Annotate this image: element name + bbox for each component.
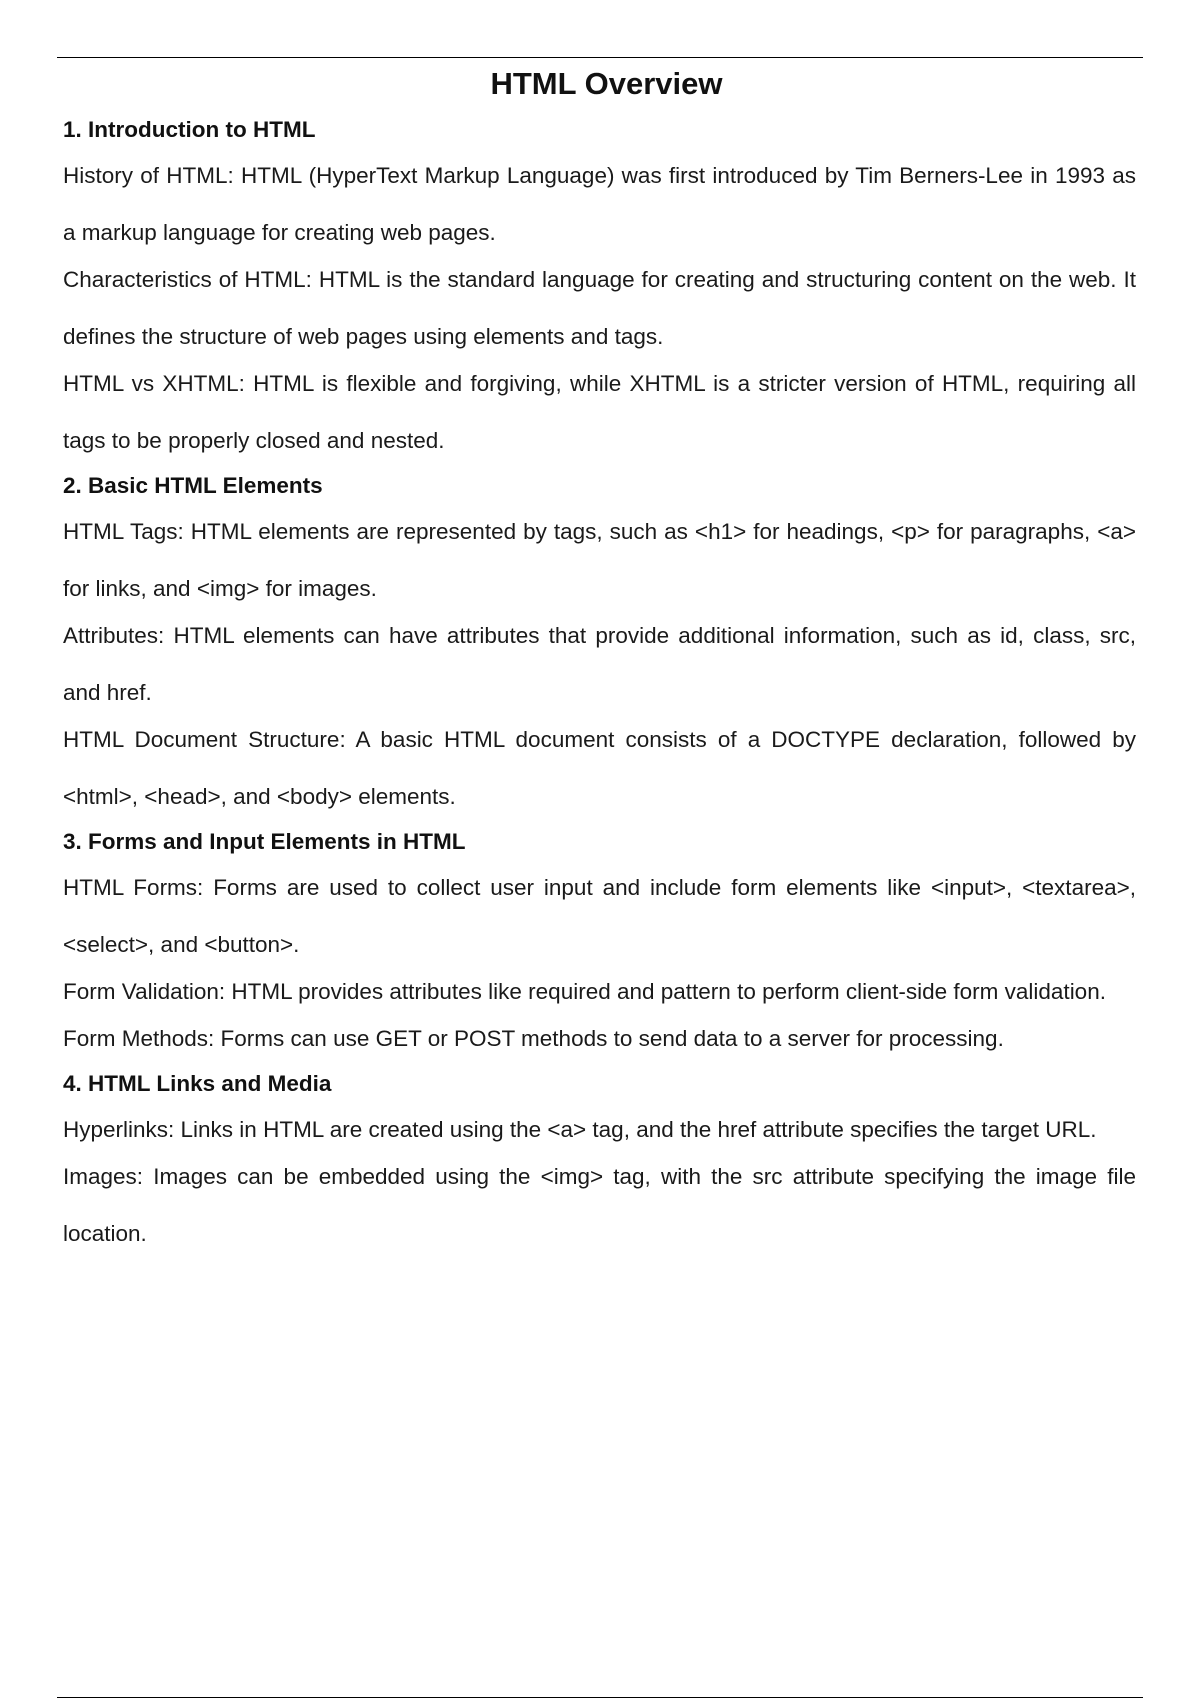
- paragraph: Form Methods: Forms can use GET or POST methods to send data to a server for processing.: [63, 1026, 1004, 1051]
- top-rule: [57, 57, 1143, 58]
- paragraph: Form Validation: HTML provides attributes like required and pattern to perform client-side form validation.: [63, 979, 1106, 1004]
- section-heading: 1. Introduction to HTML: [63, 117, 316, 142]
- section-heading: 2. Basic HTML Elements: [63, 473, 323, 498]
- section-heading: 4. HTML Links and Media: [63, 1071, 332, 1096]
- paragraph: HTML Forms: Forms are used to collect user input and include form elements like <input>, <textarea>, <select>, and <button>.: [63, 875, 1136, 957]
- section-heading: 3. Forms and Input Elements in HTML: [63, 829, 466, 854]
- paragraph: HTML Tags: HTML elements are represented by tags, such as <h1> for headings, <p> for paragraphs, <a> for links, and <img> for images.: [63, 519, 1136, 601]
- paragraph: Images: Images can be embedded using the <img> tag, with the src attribute specifying the image file location.: [63, 1164, 1136, 1246]
- document-title: HTML Overview: [490, 66, 723, 101]
- paragraph: Hyperlinks: Links in HTML are created using the <a> tag, and the href attribute specifies the target URL.: [63, 1117, 1097, 1142]
- document-body: [63, 62, 1136, 1263]
- section-links-media: [63, 1068, 1136, 1262]
- paragraph: Attributes: HTML elements can have attributes that provide additional information, such as id, class, src, and href.: [63, 623, 1136, 705]
- paragraph: History of HTML: HTML (HyperText Markup Language) was first introduced by Tim Berners-Lee in 1993 as a markup language for creating web pages.: [63, 163, 1136, 245]
- bottom-rule: [57, 1697, 1143, 1698]
- section-introduction: [63, 114, 1136, 469]
- section-basic-elements: [63, 470, 1136, 825]
- paragraph: HTML Document Structure: A basic HTML document consists of a DOCTYPE declaration, followed by <html>, <head>, and <body> elements.: [63, 727, 1136, 809]
- section-forms: [63, 826, 1136, 1067]
- paragraph: HTML vs XHTML: HTML is flexible and forgiving, while XHTML is a stricter version of HTML, requiring all tags to be properly closed and nested.: [63, 371, 1136, 453]
- paragraph: Characteristics of HTML: HTML is the standard language for creating and structuring content on the web. It defines the structure of web pages using elements and tags.: [63, 267, 1136, 349]
